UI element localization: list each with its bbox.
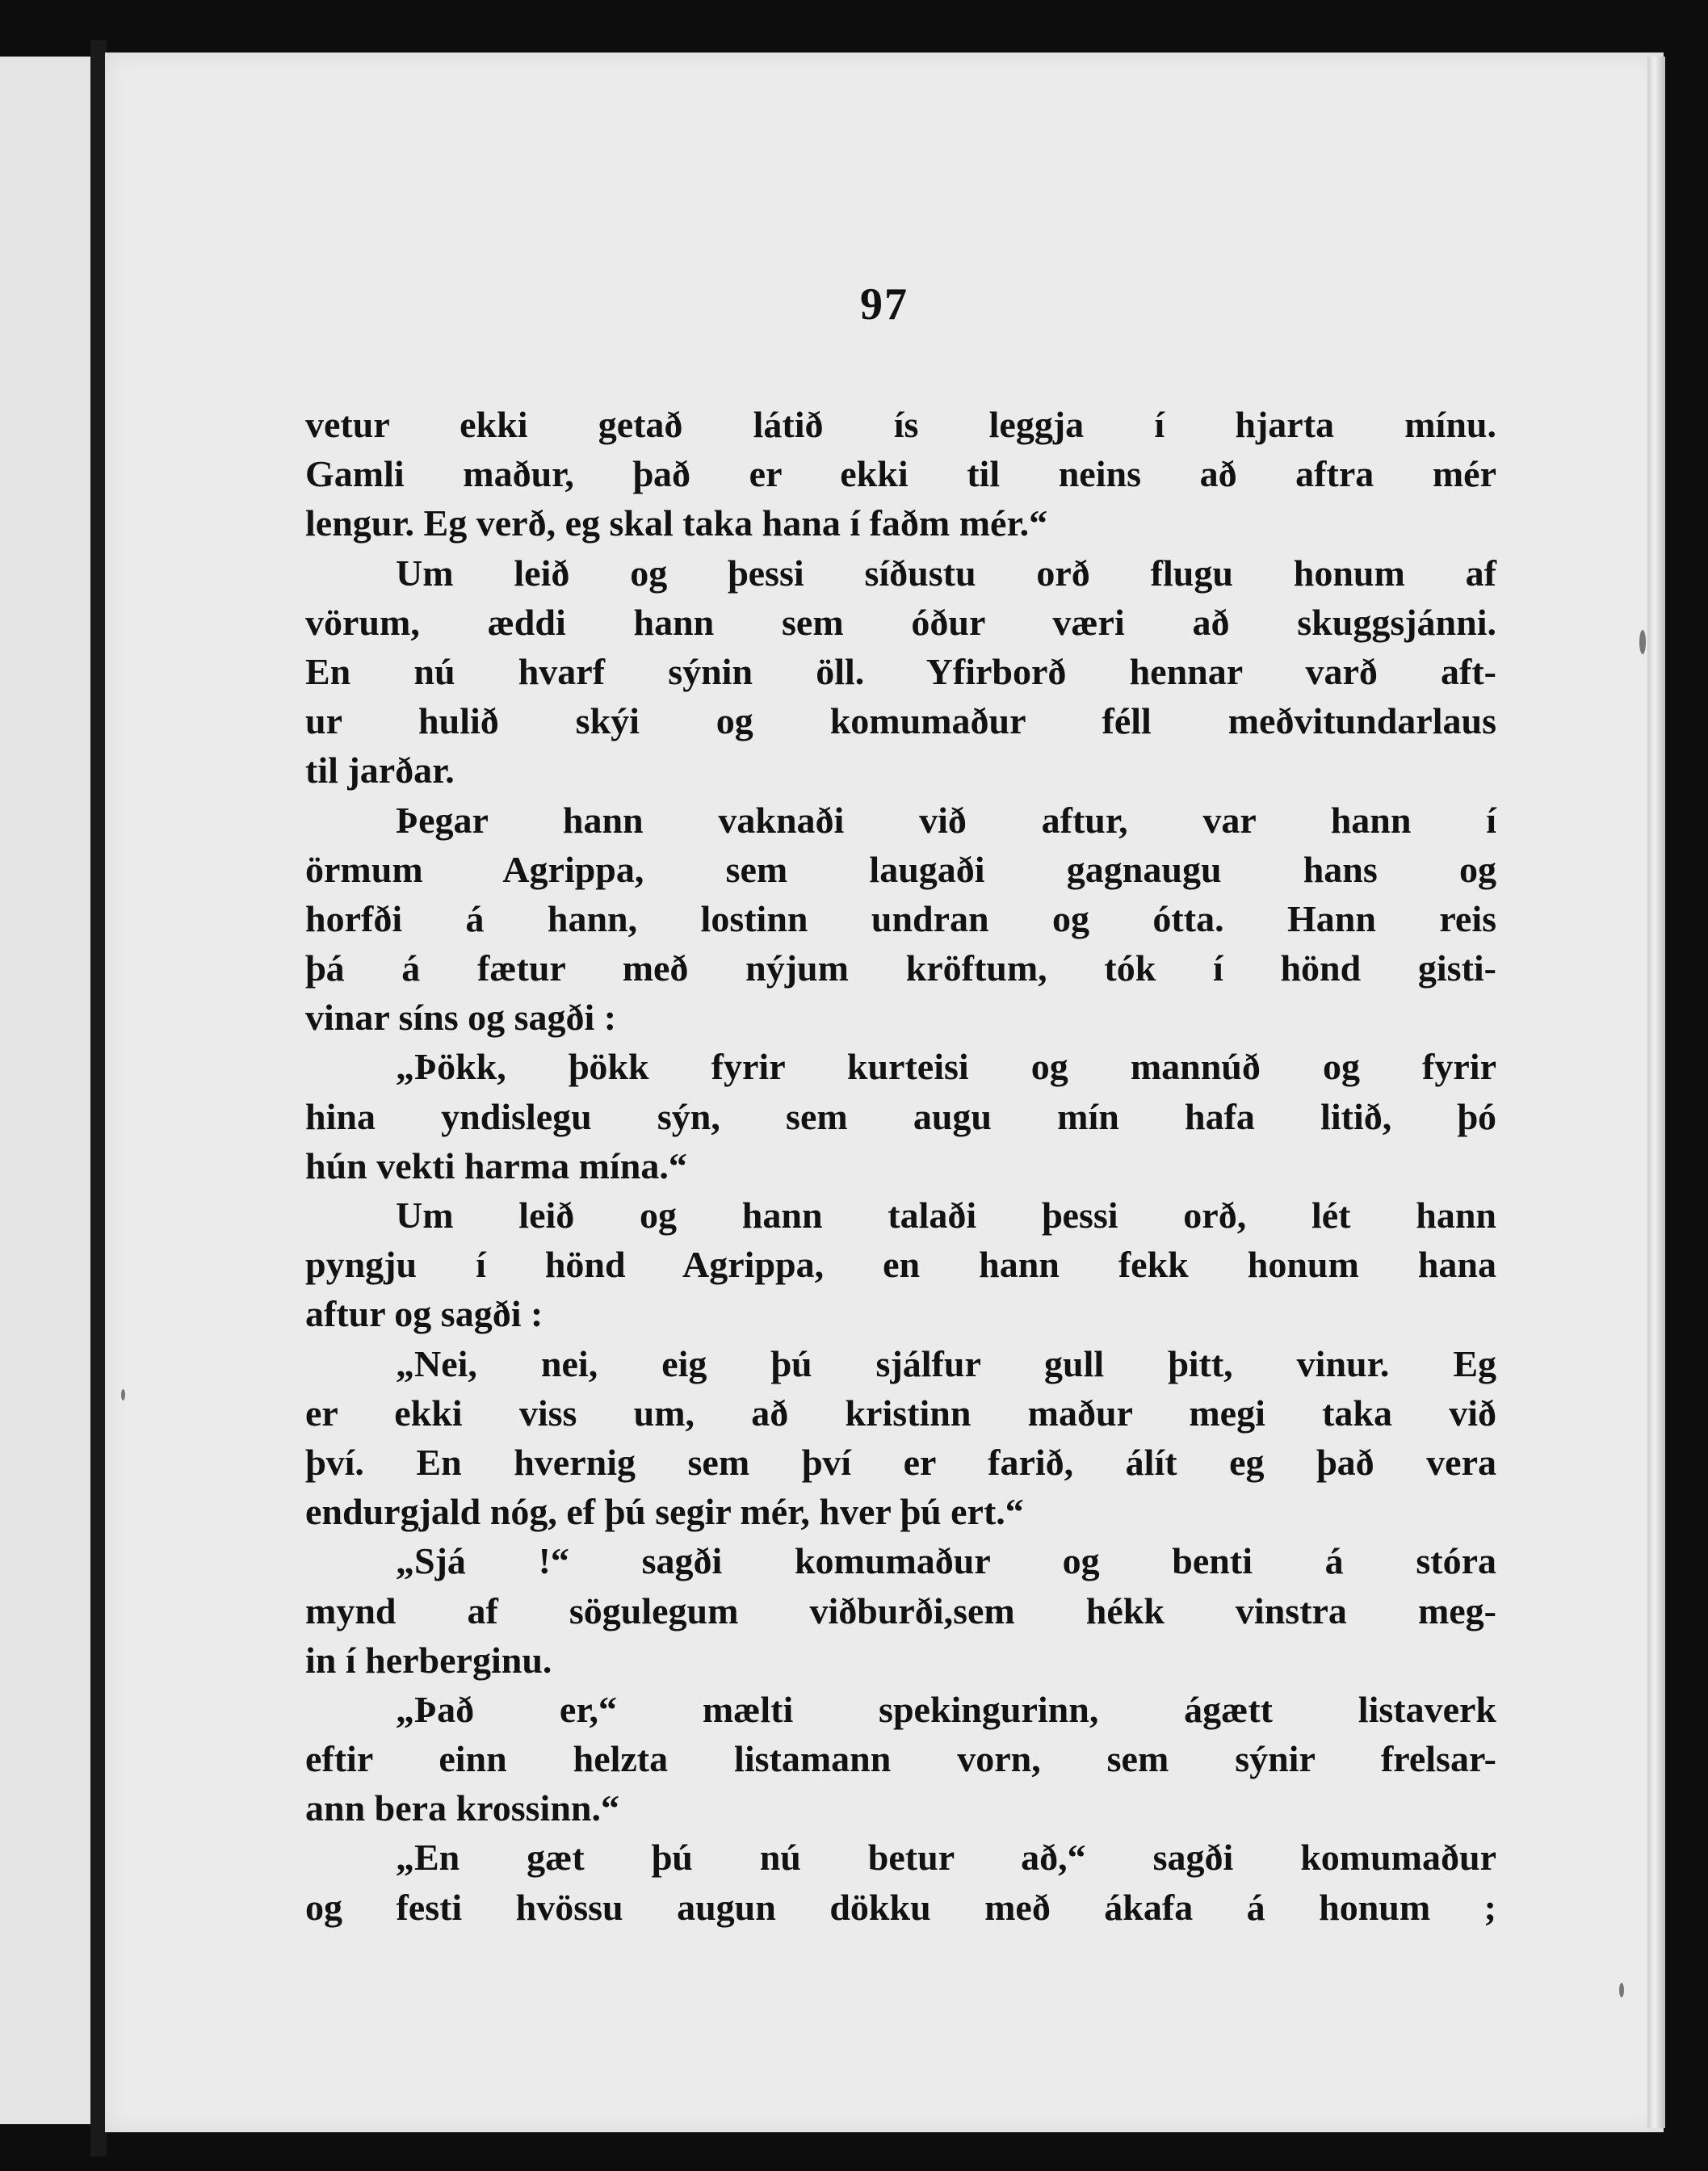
text-line: Gamli maður, það er ekki til neins að aftra mér xyxy=(305,453,1496,495)
text-line: „Nei, nei, eig þú sjálfur gull þitt, vinur. Eg xyxy=(396,1342,1496,1384)
text-line: er ekki viss um, að kristinn maður megi taka við xyxy=(305,1392,1496,1434)
page-number: 97 xyxy=(860,279,909,330)
text-line: örmum Agrippa, sem laugaði gagnaugu hans og xyxy=(305,848,1496,890)
text-line: ann bera krossinn.“ xyxy=(305,1787,620,1829)
scan-speck xyxy=(1619,1983,1624,1997)
text-line: hún vekti harma mína.“ xyxy=(305,1144,687,1186)
text-line: vörum, æddi hann sem óður væri að skuggsjánni. xyxy=(305,601,1496,643)
text-line: „Sjá !“ sagði komumaður og benti á stóra xyxy=(396,1540,1496,1582)
text-line: „Það er,“ mælti spekingurinn, ágætt listaverk xyxy=(396,1688,1496,1730)
text-line: aftur og sagði : xyxy=(305,1293,543,1335)
text-line: og festi hvössu augun dökku með ákafa á honum ; xyxy=(305,1886,1496,1928)
text-line: vinar síns og sagði : xyxy=(305,997,617,1039)
text-line: því. En hvernig sem því er farið, álít eg það vera xyxy=(305,1441,1496,1483)
text-line: Þegar hann vaknaði við aftur, var hann í xyxy=(396,799,1496,841)
text-line: eftir einn helzta listamann vorn, sem sýnir frelsar- xyxy=(305,1738,1496,1780)
text-line: Um leið og þessi síðustu orð flugu honum af xyxy=(396,552,1496,594)
text-line: „En gæt þú nú betur að,“ sagði komumaður xyxy=(396,1837,1496,1879)
text-line: mynd af sögulegum viðburði,sem hékk vinstra meg- xyxy=(305,1589,1496,1631)
text-line: vetur ekki getað látið ís leggja í hjarta mínu. xyxy=(305,404,1496,445)
page-stack-edge xyxy=(1647,57,1665,2128)
text-line: En nú hvarf sýnin öll. Yfirborð hennar varð aft- xyxy=(305,650,1496,692)
body-text xyxy=(305,400,1496,1932)
text-line: þá á fætur með nýjum kröftum, tók í hönd gisti- xyxy=(305,947,1496,989)
text-line: ur hulið skýi og komumaður féll meðvitundarlaus xyxy=(305,700,1496,742)
text-line: lengur. Eg verð, eg skal taka hana í faðm mér.“ xyxy=(305,502,1048,544)
text-line: Um leið og hann talaði þessi orð, lét hann xyxy=(396,1195,1496,1236)
book-gutter xyxy=(90,40,107,2156)
book-page xyxy=(105,52,1664,2132)
text-line: „Þökk, þökk fyrir kurteisi og mannúð og fyrir xyxy=(396,1046,1496,1088)
text-line: in í herberginu. xyxy=(305,1639,552,1681)
text-line: hina yndislegu sýn, sem augu mín hafa litið, þó xyxy=(305,1095,1496,1137)
text-line: horfði á hann, lostinn undran og ótta. Hann reis xyxy=(305,897,1496,939)
previous-page-edge xyxy=(0,57,99,2124)
scan-speck xyxy=(121,1389,125,1400)
scan-speck xyxy=(1639,630,1646,654)
text-line: til jarðar. xyxy=(305,750,455,792)
text-line: endurgjald nóg, ef þú segir mér, hver þú ert.“ xyxy=(305,1491,1024,1533)
text-line: pyngju í hönd Agrippa, en hann fekk honum hana xyxy=(305,1244,1496,1286)
